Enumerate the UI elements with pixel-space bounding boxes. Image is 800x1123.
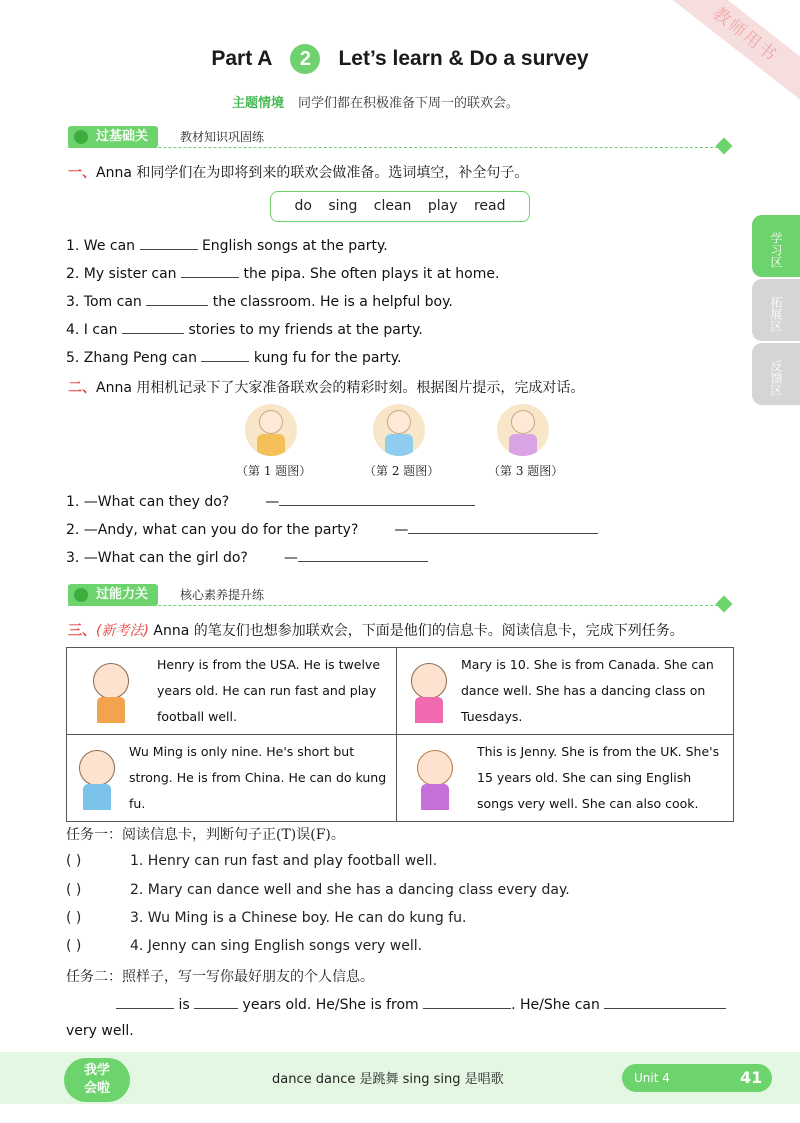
answer-blank[interactable] bbox=[140, 236, 198, 250]
answer-blank[interactable] bbox=[298, 548, 428, 562]
tf-item-3 bbox=[66, 910, 466, 926]
instruction-text: Anna 和同学们在为即将到来的联欢会做准备。选词填空，补全句子。 bbox=[96, 165, 529, 181]
tf-text: 1. Henry can run fast and play football well. bbox=[130, 853, 438, 869]
question-text: 3. —What can the girl do? bbox=[66, 550, 248, 566]
item-text: 5. Zhang Peng can bbox=[66, 350, 197, 366]
item-text: 1. We can bbox=[66, 238, 136, 254]
unit-badge: Unit 4 bbox=[622, 1064, 772, 1092]
tab-feedback-area[interactable]: 反馈区 bbox=[752, 343, 800, 405]
page-footer bbox=[0, 1052, 800, 1104]
task-1-heading: 任务一：阅读信息卡，判断句子正(T)误(F)。 bbox=[66, 827, 345, 843]
answer-dash: — bbox=[394, 522, 409, 538]
lesson-title: Let’s learn & Do a survey bbox=[338, 47, 589, 70]
star-icon bbox=[716, 138, 733, 155]
q1-item-5 bbox=[66, 348, 401, 366]
fill-text: years old. He/She is from bbox=[242, 997, 419, 1013]
picture-3 bbox=[488, 404, 564, 479]
answer-dash: — bbox=[283, 550, 298, 566]
footer-tip: dance dance 是跳舞 sing sing 是唱歌 bbox=[272, 1072, 504, 1087]
page-title bbox=[0, 44, 800, 74]
q1-item-1 bbox=[66, 236, 388, 254]
boy-kungfu-avatar bbox=[71, 744, 129, 812]
answer-parens[interactable]: ( ) bbox=[66, 938, 82, 954]
fill-text: is bbox=[178, 997, 190, 1013]
item-text: 4. I can bbox=[66, 322, 118, 338]
question-2-instruction bbox=[68, 377, 584, 397]
word-bank: do sing clean play read bbox=[270, 191, 530, 222]
card-text: Mary is 10. She is from Canada. She can dance well. She has a dancing class on Tuesdays. bbox=[461, 657, 714, 724]
part-label: Part A bbox=[211, 47, 273, 70]
question-number: 一、 bbox=[68, 165, 96, 181]
tf-text: 3. Wu Ming is a Chinese boy. He can do kung fu. bbox=[130, 910, 467, 926]
q1-item-3 bbox=[66, 292, 453, 310]
q2-item-2 bbox=[66, 520, 598, 538]
instruction-text: Anna 用相机记录下了大家准备联欢会的精彩时刻。根据图片提示，完成对话。 bbox=[96, 380, 585, 396]
new-format-tag: (新考法) bbox=[96, 623, 149, 639]
q1-item-2 bbox=[66, 264, 499, 282]
question-number: 三、 bbox=[68, 623, 96, 639]
answer-blank[interactable] bbox=[122, 320, 184, 334]
ability-blank[interactable] bbox=[604, 995, 726, 1009]
q2-item-3 bbox=[66, 548, 428, 566]
section-ability-badge: 过能力关 bbox=[68, 584, 158, 606]
task-2-heading: 任务二：照样子，写一写你最好朋友的个人信息。 bbox=[66, 969, 374, 985]
girl-singing-avatar bbox=[401, 744, 477, 812]
item-text: the pipa. She often plays it at home. bbox=[243, 266, 500, 282]
boy-kungfu-illustration bbox=[373, 404, 425, 456]
picture-caption: （第 3 题图） bbox=[488, 464, 564, 478]
section-basic-header bbox=[68, 126, 730, 148]
picture-2 bbox=[364, 404, 440, 479]
answer-parens[interactable]: ( ) bbox=[66, 910, 82, 926]
section-ability-header bbox=[68, 584, 730, 606]
question-3-instruction bbox=[68, 620, 684, 640]
card-text: This is Jenny. She is from the UK. She's 15 years old. She can sing English songs very well. She can also cook. bbox=[477, 744, 720, 811]
star-icon bbox=[716, 596, 733, 613]
picture-caption: （第 2 题图） bbox=[364, 464, 440, 478]
theme-text: 同学们都在积极准备下周一的联欢会。 bbox=[298, 96, 520, 111]
divider bbox=[68, 605, 718, 606]
girl-dancing-illustration bbox=[497, 404, 549, 456]
answer-blank[interactable] bbox=[408, 520, 598, 534]
item-text: the classroom. He is a helpful boy. bbox=[212, 294, 453, 310]
children-cleaning-illustration bbox=[245, 404, 297, 456]
picture-1 bbox=[236, 404, 312, 479]
tf-item-2 bbox=[66, 882, 570, 898]
task-2-fill-line-end: very well. bbox=[66, 1023, 134, 1039]
divider bbox=[68, 147, 718, 148]
task-2-fill-line bbox=[116, 995, 726, 1013]
q1-item-4 bbox=[66, 320, 423, 338]
card-text: Wu Ming is only nine. He's short but strong. He is from China. He can do kung fu. bbox=[129, 744, 387, 811]
answer-parens[interactable]: ( ) bbox=[66, 882, 82, 898]
info-card-jenny bbox=[397, 735, 734, 822]
question-text: 2. —Andy, what can you do for the party? bbox=[66, 522, 359, 538]
info-cards-table bbox=[66, 647, 734, 822]
tab-study-area[interactable]: 学习区 bbox=[752, 215, 800, 277]
card-text: Henry is from the USA. He is twelve years old. He can run fast and play football well. bbox=[157, 657, 381, 724]
name-blank[interactable] bbox=[116, 995, 174, 1009]
item-text: English songs at the party. bbox=[201, 238, 388, 254]
answer-parens[interactable]: ( ) bbox=[66, 853, 82, 869]
tf-item-1 bbox=[66, 853, 437, 869]
logo-text: 我学 bbox=[83, 1063, 110, 1078]
footer-logo bbox=[64, 1058, 130, 1102]
side-tabs bbox=[752, 215, 800, 407]
corner-ribbon: 教师用书 bbox=[660, 0, 800, 107]
info-card-wuming bbox=[67, 735, 397, 822]
picture-caption: （第 1 题图） bbox=[236, 464, 312, 478]
question-text: 1. —What can they do? bbox=[66, 494, 230, 510]
item-text: kung fu for the party. bbox=[253, 350, 402, 366]
instruction-text: Anna 的笔友们也想参加联欢会，下面是他们的信息卡。阅读信息卡，完成下列任务。 bbox=[153, 623, 684, 639]
logo-text: 会啦 bbox=[83, 1081, 110, 1096]
item-text: stories to my friends at the party. bbox=[188, 322, 423, 338]
tf-item-4 bbox=[66, 938, 422, 954]
question-number: 二、 bbox=[68, 380, 96, 396]
answer-blank[interactable] bbox=[279, 492, 475, 506]
answer-blank[interactable] bbox=[201, 348, 249, 362]
girl-dancing-avatar bbox=[401, 657, 461, 725]
info-card-henry bbox=[67, 648, 397, 735]
item-text: 2. My sister can bbox=[66, 266, 177, 282]
theme-line bbox=[232, 92, 519, 111]
age-blank[interactable] bbox=[194, 995, 238, 1009]
q2-item-1 bbox=[66, 492, 475, 510]
question-1-instruction bbox=[68, 162, 528, 182]
info-card-mary bbox=[397, 648, 734, 735]
item-text: 3. Tom can bbox=[66, 294, 142, 310]
theme-label: 主题情境 bbox=[232, 96, 285, 111]
answer-blank[interactable] bbox=[181, 264, 239, 278]
tf-text: 2. Mary can dance well and she has a dancing class every day. bbox=[130, 882, 570, 898]
country-blank[interactable] bbox=[423, 995, 511, 1009]
section-basic-subtitle: 教材知识巩固练 bbox=[180, 130, 265, 144]
section-ability-subtitle: 核心素养提升练 bbox=[180, 588, 265, 602]
answer-blank[interactable] bbox=[146, 292, 208, 306]
tf-text: 4. Jenny can sing English songs very well. bbox=[130, 938, 423, 954]
page-number: 41 bbox=[740, 1068, 763, 1087]
fill-text: . He/She can bbox=[511, 997, 600, 1013]
tab-extension-area[interactable]: 拓展区 bbox=[752, 279, 800, 341]
lesson-number-badge: 2 bbox=[290, 44, 320, 74]
answer-dash: — bbox=[265, 494, 280, 510]
section-basic-badge: 过基础关 bbox=[68, 126, 158, 148]
boy-football-avatar bbox=[71, 657, 157, 725]
